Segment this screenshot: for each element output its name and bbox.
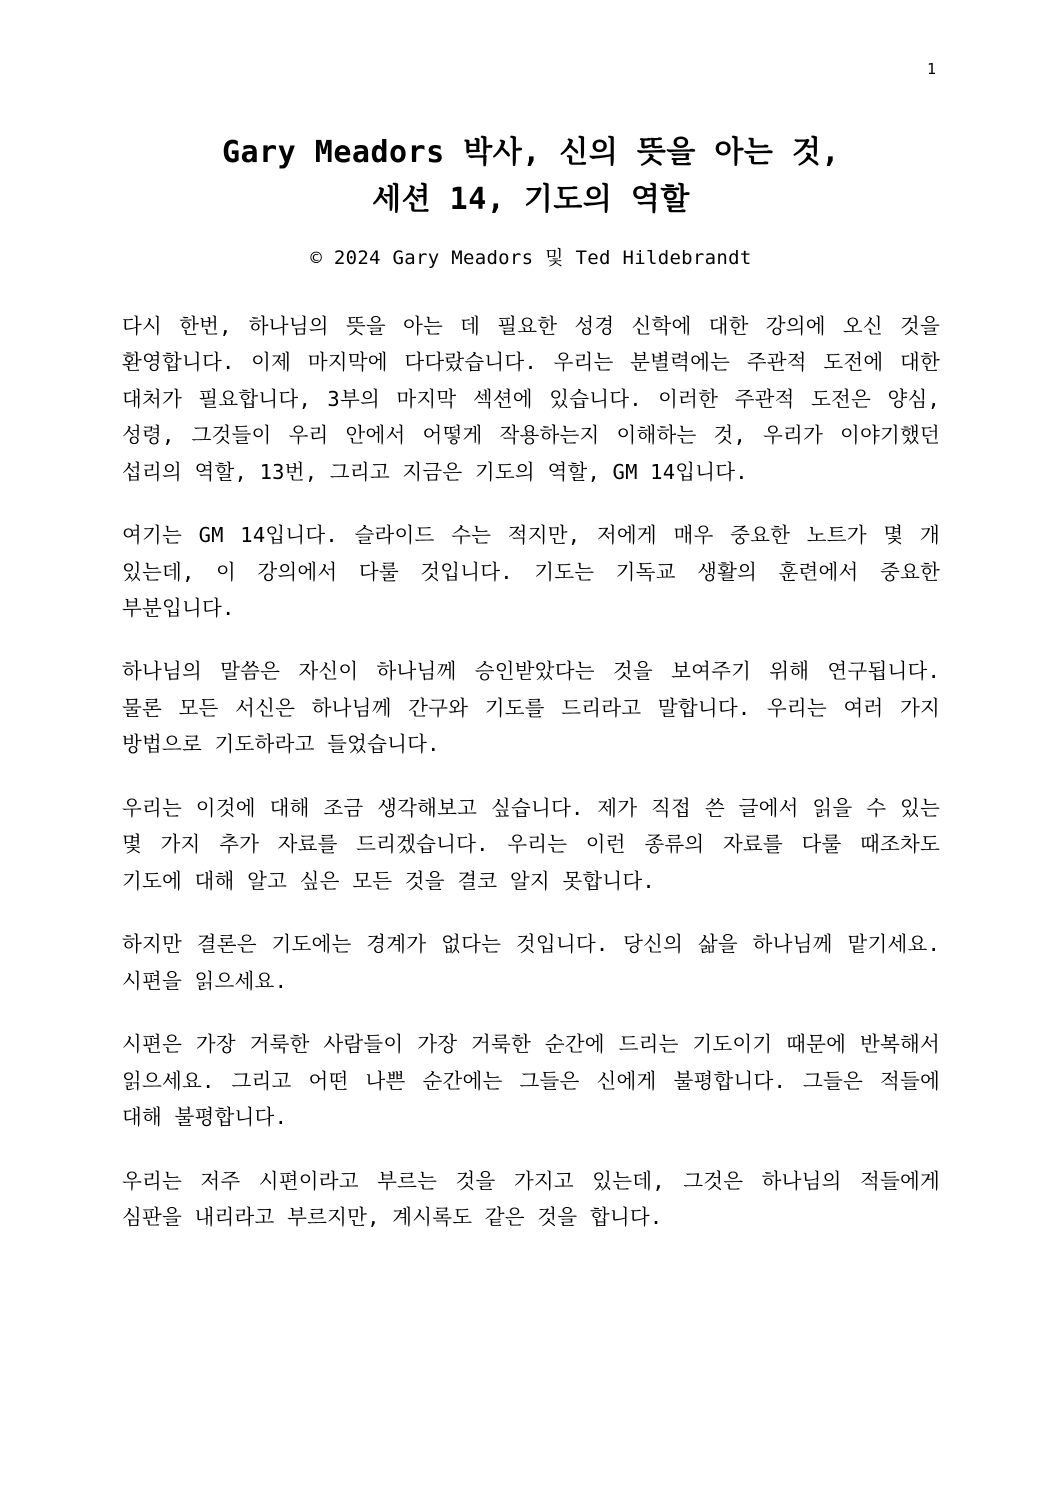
page-title-line-2: 세션 14, 기도의 역할 [372,181,690,217]
paragraph: 우리는 이것에 대해 조금 생각해보고 싶습니다. 제가 직접 쓴 글에서 읽을 수 있는 몇 가지 추가 자료를 드리겠습니다. 우리는 이런 종류의 자료를 다룰 때조차도 기도에 대해 알고 싶은 모든 것을 결코 알지 못합니다. [122,795,953,893]
paragraph: 우리는 저주 시편이라고 부르는 것을 가지고 있는데, 그것은 하나님의 적들에게 심판을 내리라고 부르지만, 계시록도 같은 것을 합니다. [122,1168,953,1230]
paragraph: 하나님의 말씀은 자신이 하나님께 승인받았다는 것을 보여주기 위해 연구됩니다. 물론 모든 서신은 하나님께 간구와 기도를 드리라고 말합니다. 우리는 여러 가지 방법으로 기도하라고 들었습니다. [122,659,953,757]
document-body [122,308,953,1236]
page-title [122,130,940,223]
page-number: 1 [926,60,936,78]
page-title-line-1: Gary Meadors 박사, 신의 뜻을 아는 것, [222,135,840,170]
paragraph: 다시 한번, 하나님의 뜻을 아는 데 필요한 성경 신학에 대한 강의에 오신 것을 환영합니다. 이제 마지막에 다다랐습니다. 우리는 분별력에는 주관적 도전에 대한 대처가 필요합니다, 3부의 마지막 섹션에 있습니다. 이러한 주관적 도전은 양심, 성령, 그것들이 우리 안에서 어떻게 작용하는지 이해하는 것, 우리가 이야기했던 섭리의 역할, 13번, 그리고 지금은 기도의 역할, GM 14입니다. [122,313,953,484]
copyright-notice: © 2024 Gary Meadors 및 Ted Hildebrandt [310,247,752,269]
paragraph: 시편은 가장 거룩한 사람들이 가장 거룩한 순간에 드리는 기도이기 때문에 반복해서 읽으세요. 그리고 어떤 나쁜 순간에는 그들은 신에게 불평합니다. 그들은 적들에 대해 불평합니다. [122,1032,953,1130]
paragraph: 여기는 GM 14입니다. 슬라이드 수는 적지만, 저에게 매우 중요한 노트가 몇 개 있는데, 이 강의에서 다룰 것입니다. 기도는 기독교 생활의 훈련에서 중요한 부분입니다. [122,523,953,620]
paragraph: 하지만 결론은 기도에는 경계가 없다는 것입니다. 당신의 삶을 하나님께 맡기세요. 시편을 읽으세요. [122,932,953,993]
